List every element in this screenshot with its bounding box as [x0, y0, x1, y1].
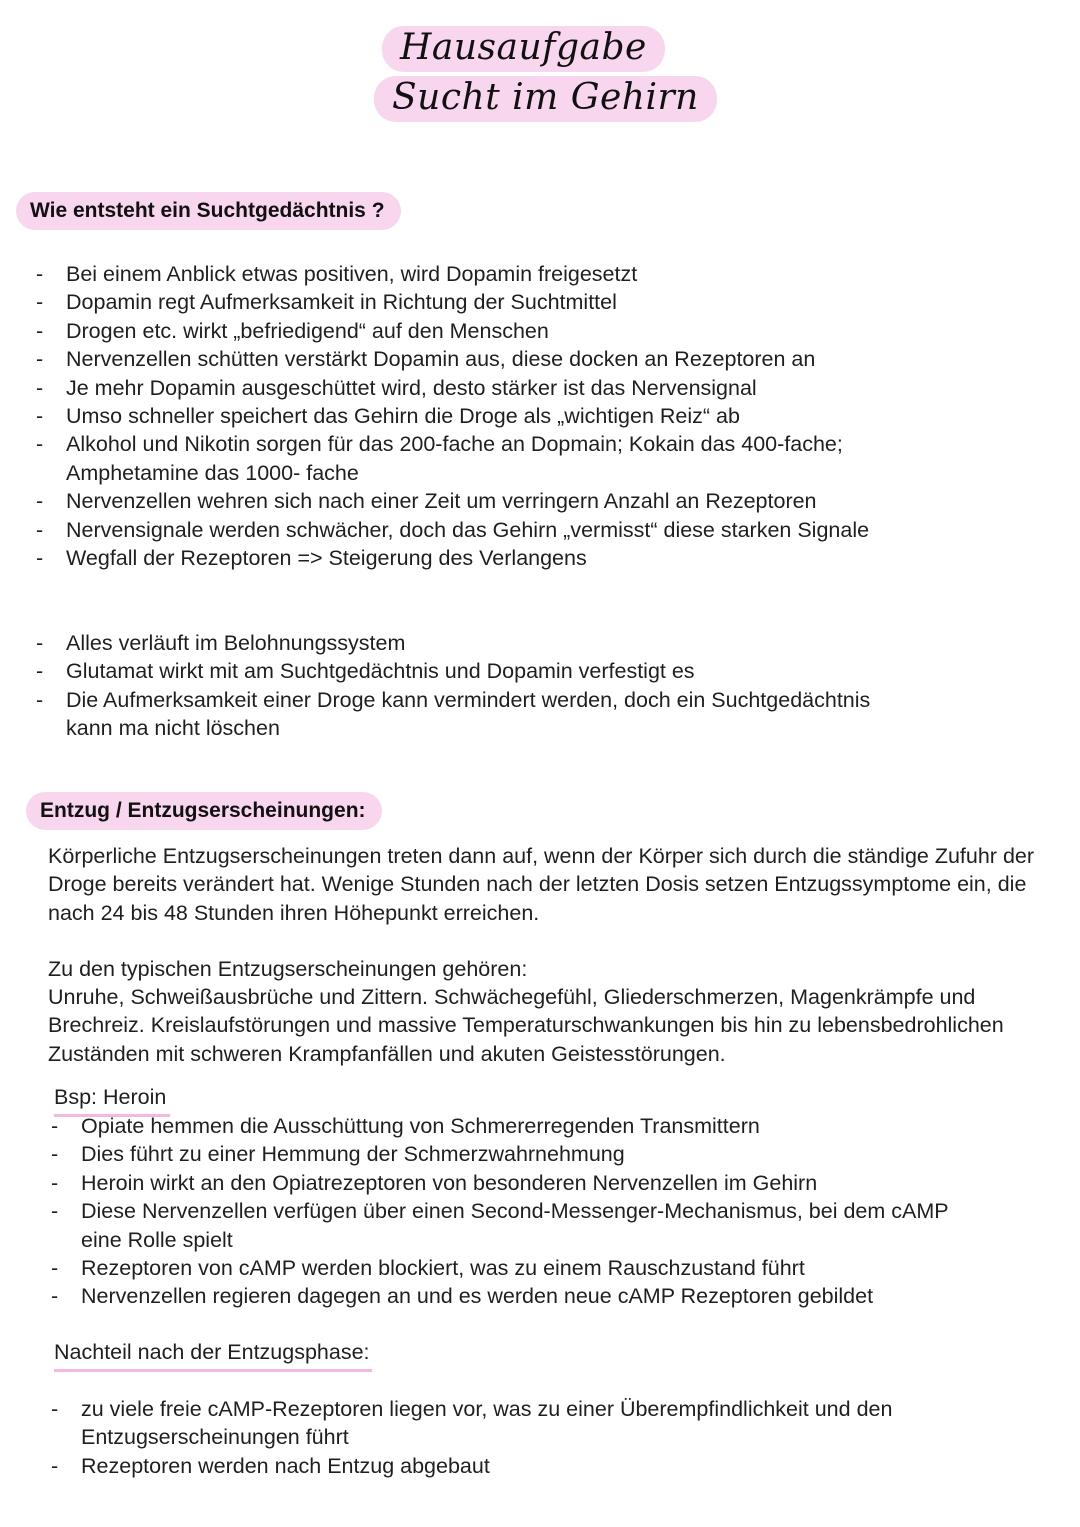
list-item: - Je mehr Dopamin ausgeschüttet wird, desto stärker ist das Nervensignal: [36, 374, 916, 402]
list-item: - Diese Nervenzellen verfügen über einen Second-Messenger-Mechanismus, bei dem cAMP eine Rolle spielt: [51, 1197, 981, 1254]
section-heading-entzug: Entzug / Entzugserscheinungen:: [26, 792, 382, 830]
list-item: - Heroin wirkt an den Opiatrezeptoren von besonderen Nervenzellen im Gehirn: [51, 1169, 981, 1197]
list-item: - Nervenzellen wehren sich nach einer Zeit um verringern Anzahl an Rezeptoren: [36, 487, 916, 515]
bullet-list-belohnungssystem: [36, 629, 916, 743]
bullet-list-suchtgedaechtnis: [36, 260, 916, 572]
section-heading-suchtgedaechtnis: Wie entsteht ein Suchtgedächtnis ?: [16, 192, 401, 230]
paragraph-entzugserscheinungen: Körperliche Entzugserscheinungen treten dann auf, wenn der Körper sich durch die ständige Zufuhr der Droge bereits verändert hat. Wenige Stunden nach der letzten Dosis setzen Entzugssymptome ein, die nach 24 bis 48 Stunden ihren Höhepunkt erreichen.: [48, 844, 1035, 925]
list-item: - Glutamat wirkt mit am Suchtgedächtnis und Dopamin verfestigt es: [36, 657, 916, 685]
list-item: - Wegfall der Rezeptoren => Steigerung des Verlangens: [36, 544, 916, 572]
paragraph-typische-symptome: Unruhe, Schweißausbrüche und Zittern. Schwächegefühl, Gliederschmerzen, Magenkrämpfe und Brechreiz. Kreislaufstörungen und massive Temperaturschwankungen bis hin zu lebensbedrohlichen Zuständen mit schweren Krampfanfällen und akuten Geistesstörungen.: [48, 985, 1004, 1066]
title-line-1: Hausaufgabe: [382, 26, 665, 72]
list-item: - Rezeptoren von cAMP werden blockiert, was zu einem Rauschzustand führt: [51, 1254, 981, 1282]
list-item: - Nervenzellen regieren dagegen an und es werden neue cAMP Rezeptoren gebildet: [51, 1282, 981, 1310]
list-item: - zu viele freie cAMP-Rezeptoren liegen vor, was zu einer Überempfindlichkeit und den Entzugserscheinungen führt: [51, 1395, 1011, 1452]
bullet-list-nachteil: [51, 1395, 1011, 1480]
subheading-nachteil: Nachteil nach der Entzugsphase:: [54, 1338, 372, 1372]
subheading-example-heroin: Bsp: Heroin: [54, 1083, 170, 1117]
list-item: - Nervenzellen schütten verstärkt Dopamin aus, diese docken an Rezeptoren an: [36, 345, 916, 373]
bullet-list-heroin: [51, 1112, 981, 1311]
list-item: - Umso schneller speichert das Gehirn die Droge als „wichtigen Reiz“ ab: [36, 402, 916, 430]
list-item: - Rezeptoren werden nach Entzug abgebaut: [51, 1452, 1011, 1480]
list-item: - Dies führt zu einer Hemmung der Schmerzwahrnehmung: [51, 1140, 981, 1168]
list-item: - Die Aufmerksamkeit einer Droge kann vermindert werden, doch ein Suchtgedächtnis kann ma nicht löschen: [36, 686, 916, 743]
list-item: - Drogen etc. wirkt „befriedigend“ auf den Menschen: [36, 317, 916, 345]
list-item: - Bei einem Anblick etwas positiven, wird Dopamin freigesetzt: [36, 260, 916, 288]
list-item: - Opiate hemmen die Ausschüttung von Schmererregenden Transmittern: [51, 1112, 981, 1140]
title-line-2: Sucht im Gehirn: [374, 76, 717, 122]
list-item: - Dopamin regt Aufmerksamkeit in Richtung der Suchtmittel: [36, 288, 916, 316]
list-item: - Alkohol und Nikotin sorgen für das 200-fache an Dopmain; Kokain das 400-fache; Amphetamine das 1000- fache: [36, 430, 916, 487]
paragraph-typische-intro: Zu den typischen Entzugserscheinungen gehören:: [48, 957, 528, 981]
list-item: - Alles verläuft im Belohnungssystem: [36, 629, 916, 657]
list-item: - Nervensignale werden schwächer, doch das Gehirn „vermisst“ diese starken Signale: [36, 516, 916, 544]
